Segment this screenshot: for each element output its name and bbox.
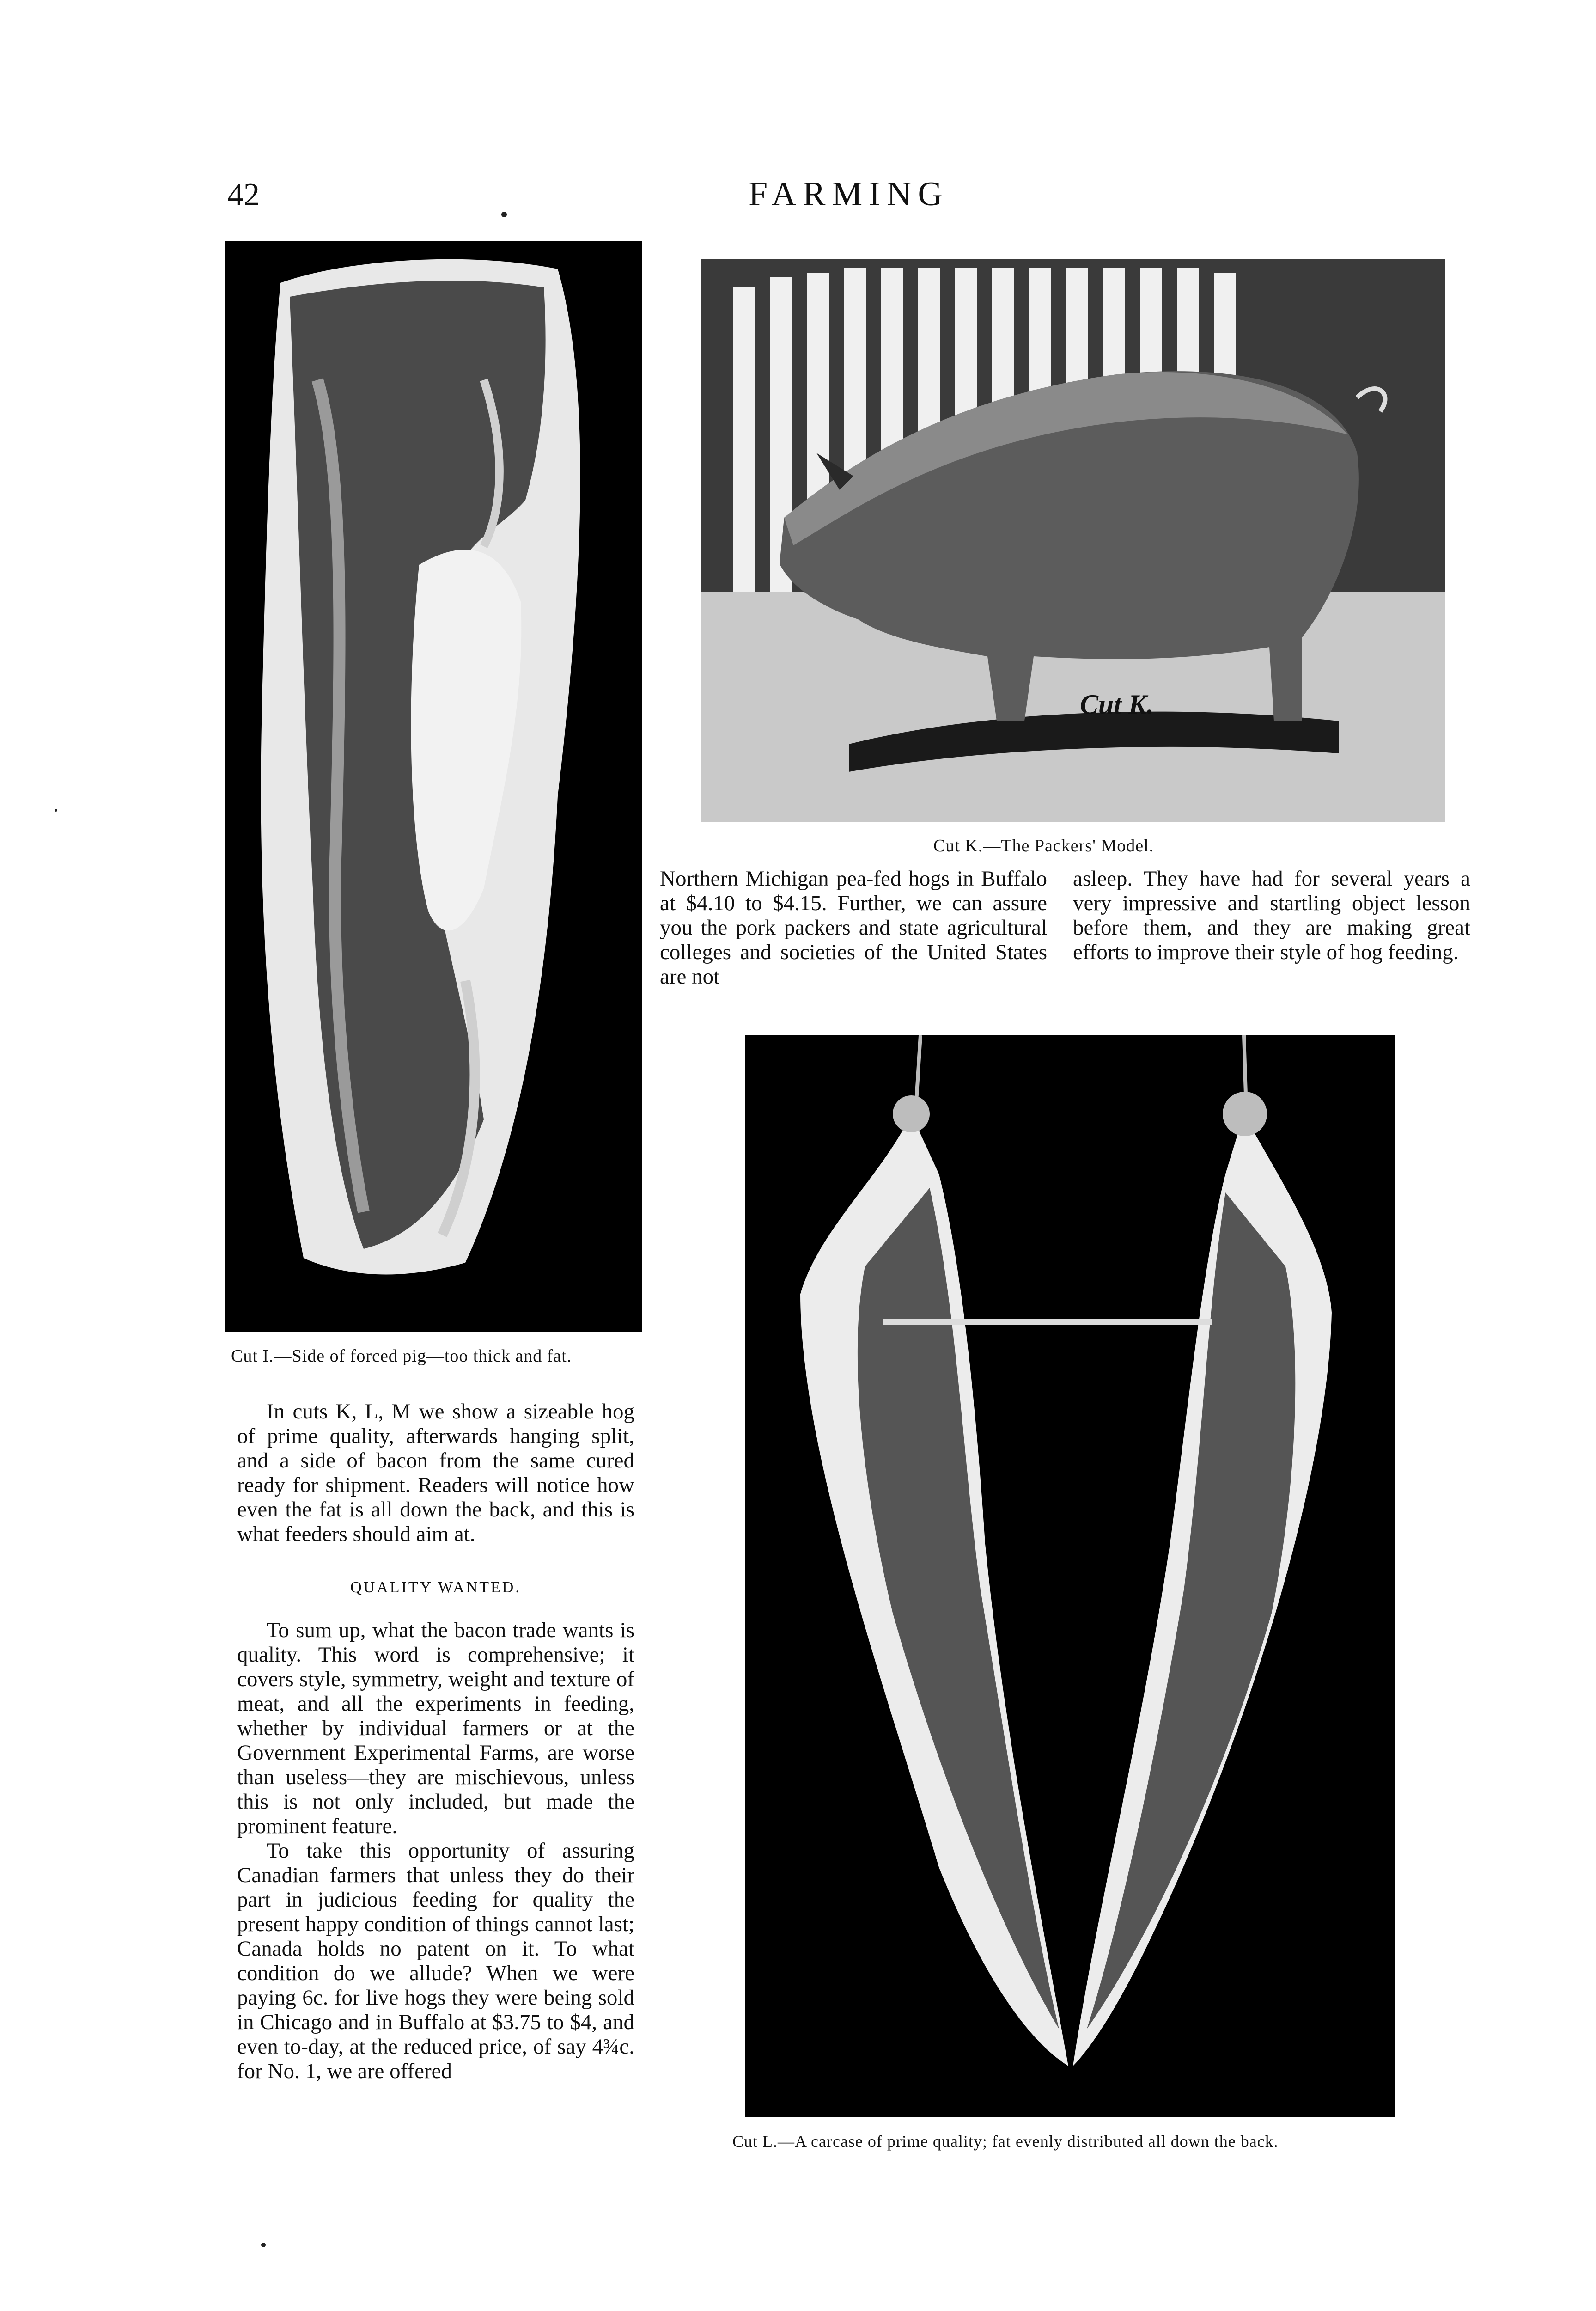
page-number: 42 bbox=[227, 177, 260, 213]
mid-column-left-paragraph: Northern Michigan pea-fed hogs in Buffalo at $4.10 to $4.15. Further, we can assure you the pork packers and state agricultural colleges and societies of the United States are not bbox=[660, 867, 1047, 989]
mid-column-right-text bbox=[1073, 867, 1470, 965]
print-speck bbox=[261, 2243, 266, 2247]
left-paragraph-3: To take this opportunity of assuring Canadian farmers that unless they do their part in judicious feeding for quality the present happy condition of things cannot last; Canada holds no patent on it. To what condition do we allude? When we were paying 6c. for live hogs they were being sold in Chicago and in Buffalo at $3.75 to $4, and even to-day, at the reduced price, of say 4¾c. for No. 1, we are offered bbox=[237, 1839, 634, 2083]
left-paragraph-1: In cuts K, L, M we show a sizeable hog of prime quality, afterwards hanging split, and a side of bacon from the same cured ready for shipment. Readers will notice how even the fat is all down the back, and this is what feeders should aim at. bbox=[237, 1400, 634, 1546]
cut-k-caption: Cut K.—The Packers' Model. bbox=[933, 836, 1154, 856]
left-column-text bbox=[237, 1400, 634, 2084]
running-head: FARMING bbox=[749, 175, 949, 213]
cut-i-caption: Cut I.—Side of forced pig—too thick and fat. bbox=[231, 1346, 572, 1366]
hanging-carcase-illustration bbox=[745, 1035, 1395, 2117]
cut-k-photo bbox=[701, 259, 1445, 822]
bacon-side-illustration bbox=[225, 241, 642, 1332]
section-subheading: QUALITY WANTED. bbox=[350, 1579, 521, 1596]
cut-k-photo-inscription: Cut K. bbox=[1080, 689, 1154, 720]
mid-column-right-paragraph: asleep. They have had for several years a very impressive and startling object lesson before them, and they are making great efforts to improve their style of hog feeding. bbox=[1073, 867, 1470, 964]
print-speck bbox=[55, 809, 57, 812]
cut-i-photo bbox=[225, 241, 642, 1332]
standing-hog-illustration bbox=[701, 259, 1445, 822]
mid-column-left-text bbox=[660, 867, 1047, 989]
cut-l-caption: Cut L.—A carcase of prime quality; fat evenly distributed all down the back. bbox=[732, 2132, 1279, 2151]
cut-l-photo bbox=[745, 1035, 1395, 2117]
print-speck bbox=[501, 212, 507, 217]
left-paragraph-2: To sum up, what the bacon trade wants is quality. This word is comprehensive; it covers style, symmetry, weight and texture of meat, and all the experiments in feeding, whether by individual farmers or at the Government Experimental Farms, are worse than useless—they are mischievous, unless this is not only included, but made the prominent feature. bbox=[237, 1618, 634, 1838]
